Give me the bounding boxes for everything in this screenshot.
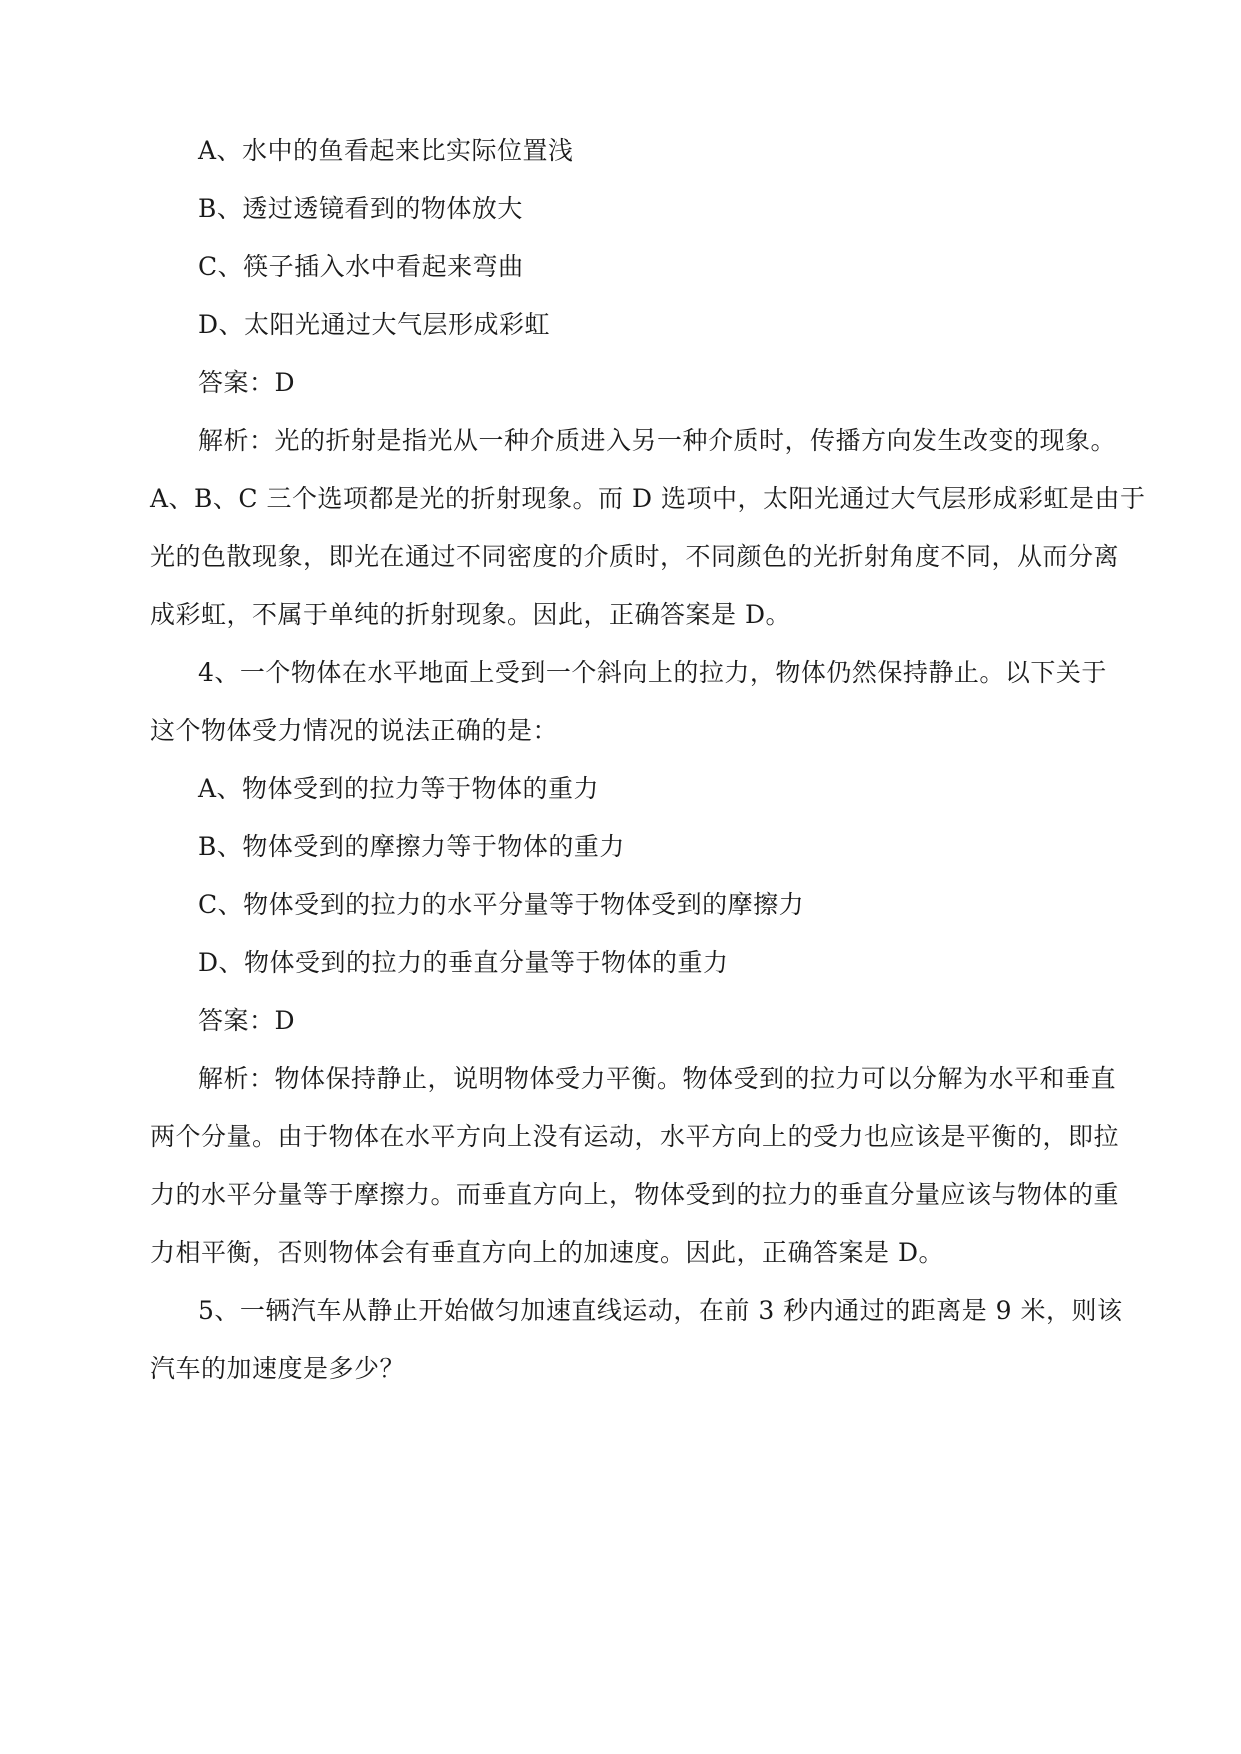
q4-option-d: D、物体受到的拉力的垂直分量等于物体的重力 — [198, 948, 729, 977]
q4-question-line: 这个物体受力情况的说法正确的是： — [150, 716, 559, 745]
q5-question-line: 5、一辆汽车从静止开始做匀加速直线运动，在前 3 秒内通过的距离是 9 米，则该 — [198, 1296, 1123, 1325]
q3-explanation-line: 成彩虹，不属于单纯的折射现象。因此，正确答案是 D。 — [150, 600, 791, 629]
q4-explanation-line: 解析：物体保持静止，说明物体受力平衡。物体受到的拉力可以分解为水平和垂直 — [198, 1064, 1117, 1093]
q3-answer: 答案：D — [198, 368, 296, 397]
q3-option-a: A、水中的鱼看起来比实际位置浅 — [198, 136, 574, 165]
q4-option-c: C、物体受到的拉力的水平分量等于物体受到的摩擦力 — [198, 890, 805, 919]
q4-explanation-line: 两个分量。由于物体在水平方向上没有运动，水平方向上的受力也应该是平衡的，即拉 — [150, 1122, 1120, 1151]
q4-question-line: 4、一个物体在水平地面上受到一个斜向上的拉力，物体仍然保持静止。以下关于 — [198, 658, 1107, 687]
q4-answer: 答案：D — [198, 1006, 296, 1035]
q3-option-d: D、太阳光通过大气层形成彩虹 — [198, 310, 551, 339]
q4-explanation-line: 力的水平分量等于摩擦力。而垂直方向上，物体受到的拉力的垂直分量应该与物体的重 — [150, 1180, 1120, 1209]
q3-explanation-line: 解析：光的折射是指光从一种介质进入另一种介质时，传播方向发生改变的现象。 — [198, 426, 1117, 455]
q4-explanation-line: 力相平衡，否则物体会有垂直方向上的加速度。因此，正确答案是 D。 — [150, 1238, 944, 1267]
q3-explanation-line: 光的色散现象，即光在通过不同密度的介质时，不同颜色的光折射角度不同，从而分离 — [150, 542, 1120, 571]
q3-option-c: C、筷子插入水中看起来弯曲 — [198, 252, 524, 281]
q3-explanation-line: A、B、C 三个选项都是光的折射现象。而 D 选项中，太阳光通过大气层形成彩虹是由于 — [150, 484, 1146, 513]
q4-option-b: B、物体受到的摩擦力等于物体的重力 — [198, 832, 625, 861]
q4-option-a: A、物体受到的拉力等于物体的重力 — [198, 774, 600, 803]
q3-option-b: B、透过透镜看到的物体放大 — [198, 194, 523, 223]
q5-question-line: 汽车的加速度是多少？ — [150, 1354, 406, 1383]
